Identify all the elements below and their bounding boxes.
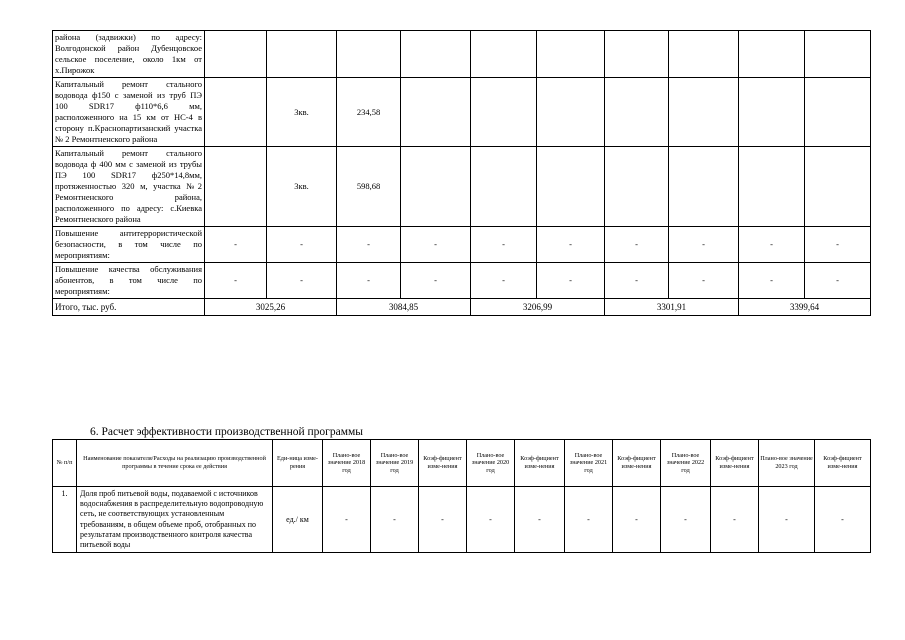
col-header-plan-2022: Плано-вое значение 2022 год: [661, 440, 711, 487]
amount-cell: 234,58: [337, 78, 401, 147]
col-header-unit: Еди-ница изме-рения: [273, 440, 323, 487]
table-row: [53, 31, 871, 78]
col-header-coef: Коэф-фициент изме-нения: [815, 440, 871, 487]
section-title: 6. Расчет эффективности производственной программы: [90, 426, 364, 438]
col-header-plan-2021: Плано-вое значение 2021 год: [565, 440, 613, 487]
table-row: 1. Доля проб питьевой воды, подаваемой с источников водоснабжения в распределительную водопроводную сеть, не соответствующих установленным требованиям, в общем объеме проб, отобранных по результатам производственного контроля качества питьевой воды ед./ км - - - - - - - - - - -: [53, 487, 871, 553]
amount-cell: 598,68: [337, 147, 401, 227]
table-row: Повышение антитеррористической безопасности, в том числе по мероприятиям: - - - - - - - - - -: [53, 227, 871, 263]
total-label: Итого, тыс. руб.: [53, 299, 205, 316]
measure-name: Капитальный ремонт стального водовода ф 400 мм с заменой из трубы ПЭ 100 SDR17 ф250*14,8мм, протяженностью 320 м, участка №2 Ремонтненского района, расположенного по адресу: с.Киевка Ремонтненского района: [53, 147, 205, 227]
col-header-number: № п/п: [53, 440, 77, 487]
table-row: Повышение качества обслуживания абонентов, в том числе по мероприятиям: - - - - - - - - - -: [53, 263, 871, 299]
efficiency-table: [52, 439, 871, 553]
row-number: 1.: [53, 487, 77, 553]
measure-name: района (задвижки) по адресу: Волгодонской район Дубенцовское сельское поселение, около 1км от х.Пирожок: [53, 31, 205, 78]
col-header-coef: Коэф-фициент изме-нения: [613, 440, 661, 487]
col-header-coef: Коэф-фициент изме-нения: [515, 440, 565, 487]
total-value: 3301,91: [605, 299, 739, 316]
col-header-indicator: Наименование показателя/Расходы на реализацию производственной программы в течение срока ее действия: [77, 440, 273, 487]
col-header-plan-2018: Плано-вое значение 2018 год: [323, 440, 371, 487]
table-row: [53, 147, 871, 227]
measure-name: Повышение качества обслуживания абонентов, в том числе по мероприятиям:: [53, 263, 205, 299]
unit-cell: ед./ км: [273, 487, 323, 553]
measure-name: Повышение антитеррористической безопасности, в том числе по мероприятиям:: [53, 227, 205, 263]
col-header-coef: Коэф-фициент изме-нения: [711, 440, 759, 487]
total-value: 3084,85: [337, 299, 471, 316]
col-header-coef: Коэф-фициент изме-нения: [419, 440, 467, 487]
quarter-cell: 3кв.: [267, 78, 337, 147]
table-row: [53, 78, 871, 147]
col-header-plan-2020: Плано-вое значение 2020 год: [467, 440, 515, 487]
col-header-plan-2019: Плано-вое значение 2019 год: [371, 440, 419, 487]
total-value: 3206,99: [471, 299, 605, 316]
total-row: [53, 299, 871, 316]
header-row: [53, 440, 871, 487]
investment-table: [52, 30, 871, 316]
total-value: 3399,64: [739, 299, 871, 316]
indicator-name: Доля проб питьевой воды, подаваемой с источников водоснабжения в распределительную водопроводную сеть, не соответствующих установленным требованиям, в общем объеме проб, отобранных по результатам производственного контроля качества питьевой воды: [77, 487, 273, 553]
measure-name: Капитальный ремонт стального водовода ф150 с заменой из труб ПЭ 100 SDR17 ф110*6,6 мм, расположенного на 15 км от НС-4 в сторону п.Краснопартизанский участка № 2 Ремонтненского района: [53, 78, 205, 147]
total-value: 3025,26: [205, 299, 337, 316]
quarter-cell: 3кв.: [267, 147, 337, 227]
col-header-plan-2023: Плано-вое значение 2023 год: [759, 440, 815, 487]
